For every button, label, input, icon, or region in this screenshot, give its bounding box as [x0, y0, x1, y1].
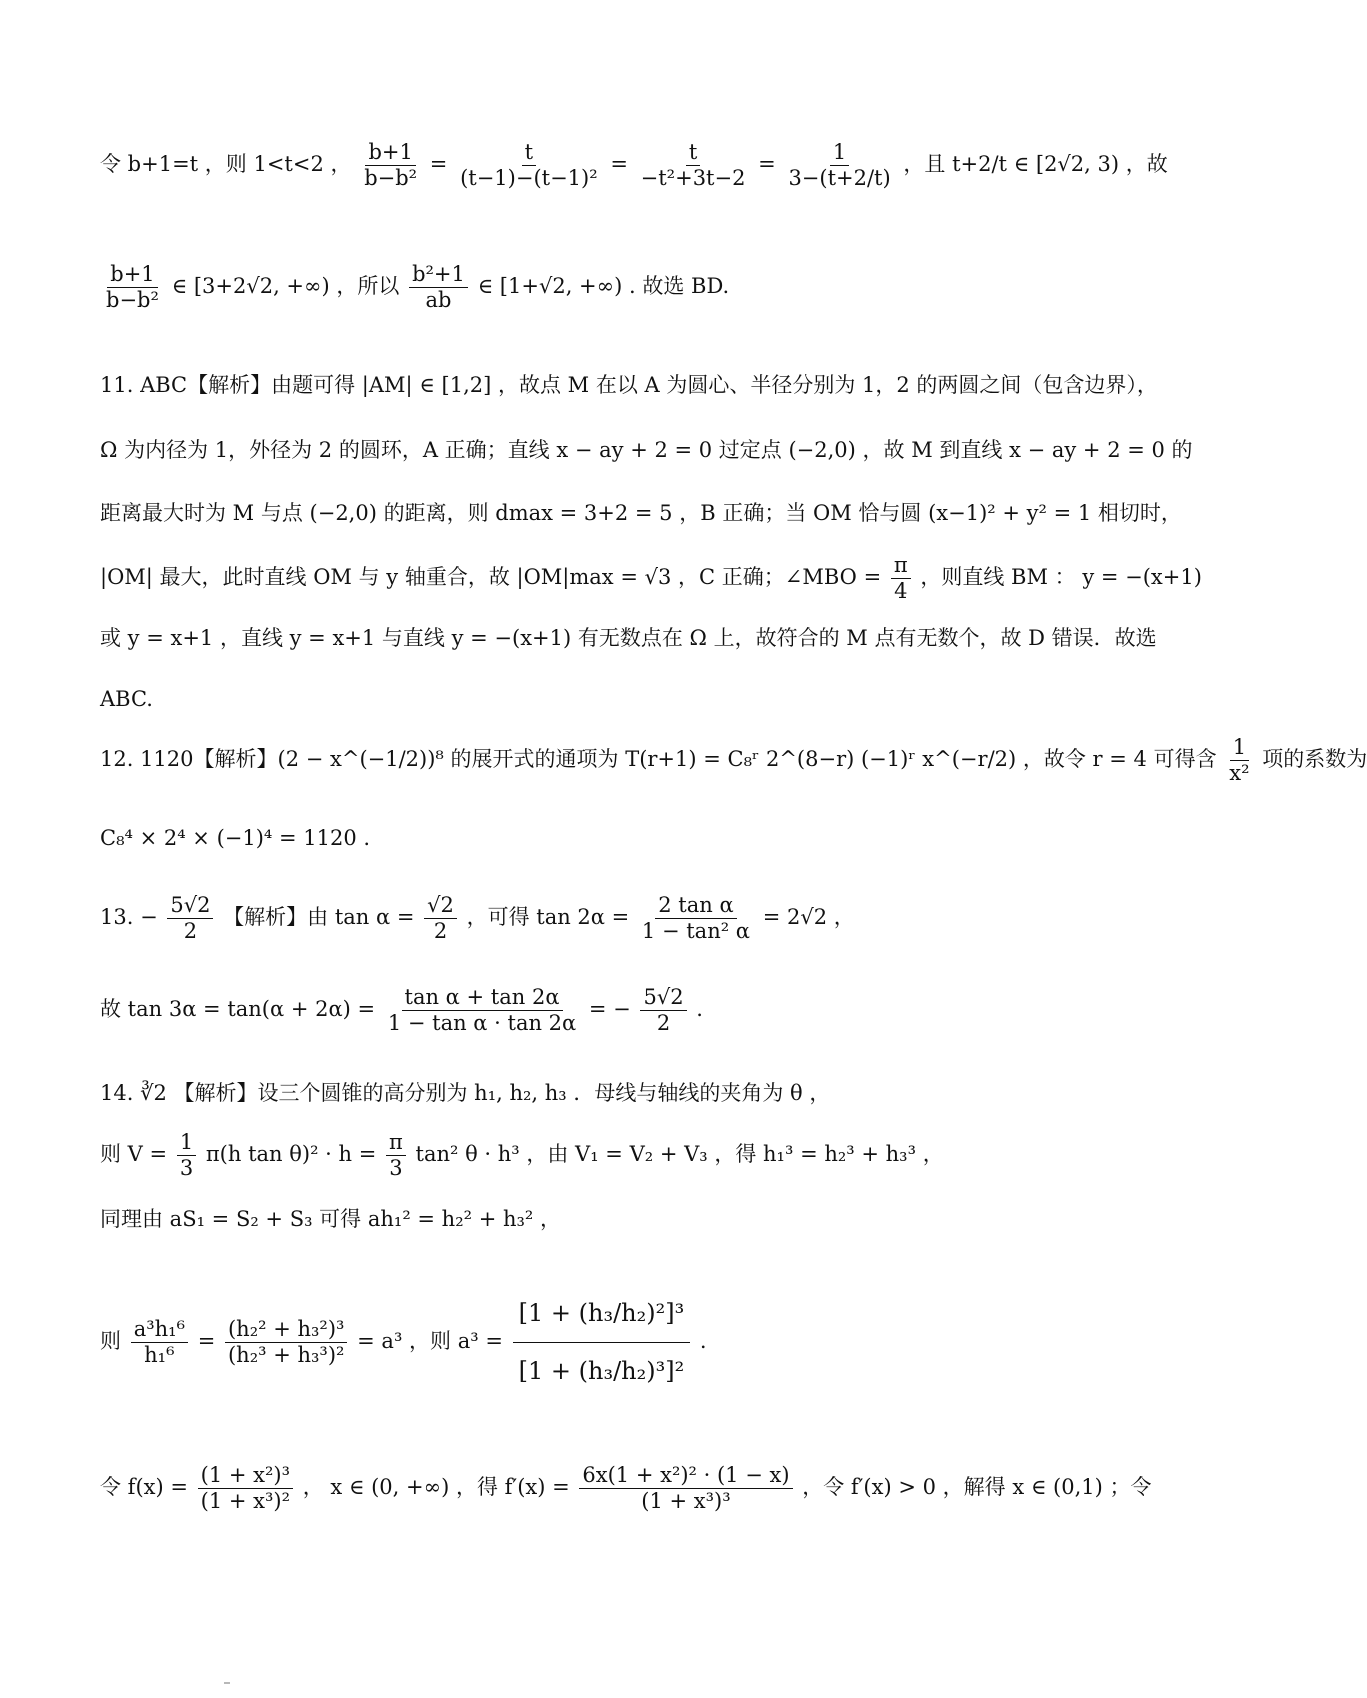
line-6	[100, 553, 1202, 604]
page-mark	[224, 1682, 230, 1684]
line-16	[100, 1285, 1120, 1400]
fraction	[385, 985, 579, 1036]
text: 故 tan 3α = tan(α + 2α) =	[100, 997, 376, 1022]
denominator: ab	[425, 288, 452, 313]
denominator: (1 + x³)³	[641, 1489, 731, 1514]
numerator: [1 + (h₃/h₂)²]³	[513, 1285, 691, 1343]
denominator: (1 + x³)²	[200, 1489, 291, 1514]
fraction	[131, 1317, 188, 1368]
line-17	[100, 1463, 1152, 1514]
line-15: 同理由 aS₁ = S₂ + S₃ 可得 ah₁² = h₂² + h₃² ，	[100, 1207, 562, 1231]
line-13: 14. ∛2 【解析】设三个圆锥的高分别为 h₁, h₂, h₃ ．母线与轴线的夹角为 θ ，	[100, 1081, 831, 1105]
numerator: √2	[424, 893, 457, 919]
denominator: x²	[1229, 761, 1250, 786]
denominator: b−b²	[364, 166, 418, 191]
text: ∈ [3+2√2, +∞) ，所以	[171, 274, 400, 299]
text: |OM| 最大，此时直线 OM 与 y 轴重合，故 |OM|max = √3 ，C 正确；∠MBO =	[100, 565, 882, 590]
denominator: (h₂³ + h₃³)²	[227, 1342, 345, 1367]
denominator: 3	[179, 1156, 194, 1181]
line-10: C₈⁴ × 2⁴ × (−1)⁴ = 1120 .	[100, 826, 371, 850]
fraction	[103, 262, 162, 313]
text: = −	[588, 997, 631, 1022]
line-5: 距离最大时为 M 与点 (−2,0) 的距离，则 dmax = 3+2 = 5 ，B 正确；当 OM 恰与圆 (x−1)² + y² = 1 相切时，	[100, 501, 1182, 525]
line-14	[100, 1130, 1120, 1181]
fraction	[225, 1317, 347, 1368]
numerator: t	[522, 140, 536, 166]
denominator: 2	[183, 919, 198, 944]
fraction	[361, 140, 420, 191]
text: 令 b+1=t ，则 1<t<2 ，	[100, 152, 352, 177]
numerator: a³h₁⁶	[131, 1317, 188, 1343]
equals: =	[197, 1328, 216, 1353]
numerator: 2 tan α	[655, 893, 736, 919]
line-7: 或 y = x+1 ，直线 y = x+1 与直线 y = −(x+1) 有无数点在 Ω 上，故符合的 M 点有无数个，故 D 错误．故选	[100, 626, 1157, 650]
text: 则	[100, 1328, 121, 1353]
equals: =	[758, 152, 776, 177]
text: 13. −	[100, 905, 158, 930]
fraction	[198, 1463, 293, 1514]
numerator: b+1	[365, 140, 415, 166]
fraction	[639, 893, 753, 944]
text: 则 V =	[100, 1142, 168, 1167]
numerator: 5√2	[640, 985, 686, 1011]
fraction	[640, 985, 686, 1036]
text: ，令 f′(x) > 0 ，解得 x ∈ (0,1) ；令	[802, 1475, 1152, 1500]
text: π(h tan θ)² · h =	[205, 1142, 377, 1167]
denominator: 1 − tan α · tan 2α	[387, 1011, 577, 1036]
fraction	[409, 262, 468, 313]
text: ，可得 tan 2α =	[466, 905, 630, 930]
numerator: π	[386, 1130, 406, 1156]
text: 令 f(x) =	[100, 1475, 188, 1500]
text: tan² θ · h³ ，由 V₁ = V₂ + V₃ ，得 h₁³ = h₂³ + h₃³ ，	[415, 1142, 944, 1167]
text: ， x ∈ (0, +∞) ，得 f′(x) =	[302, 1475, 570, 1500]
text: = a³ ，则 a³ =	[357, 1328, 503, 1353]
numerator: t	[686, 140, 700, 166]
text: 12. 1120【解析】(2 − x^(−1/2))⁸ 的展开式的通项为 T(r+1) = C₈ʳ 2^(8−r) (−1)ʳ x^(−r/2) ，故令 r = 4 可得含	[100, 747, 1217, 772]
fraction	[1226, 735, 1252, 786]
numerator: 1	[1230, 735, 1249, 761]
numerator: (1 + x²)³	[198, 1463, 293, 1489]
fraction	[579, 1463, 792, 1514]
equals: =	[610, 152, 628, 177]
equals: =	[429, 152, 448, 177]
line-12	[100, 985, 1120, 1036]
fraction	[638, 140, 749, 191]
numerator: 1	[830, 140, 849, 166]
text: 项的系数为	[1262, 747, 1367, 772]
denominator: 1 − tan² α	[641, 919, 750, 944]
fraction	[386, 1130, 406, 1181]
fraction	[424, 893, 457, 944]
line-11	[100, 893, 1120, 944]
fraction	[513, 1285, 691, 1400]
fraction	[457, 140, 601, 191]
fraction	[891, 553, 911, 604]
denominator: 2	[656, 1011, 671, 1036]
text: ，则直线 BM ： y = −(x+1)	[920, 565, 1202, 590]
line-3: 11. ABC【解析】由题可得 |AM| ∈ [1,2] ，故点 M 在以 A 为圆心、半径分别为 1，2 的两圆之间（包含边界），	[100, 373, 1158, 397]
denominator: 3−(t+2/t)	[788, 166, 891, 191]
fraction	[167, 893, 213, 944]
denominator: 4	[894, 579, 908, 604]
numerator: 6x(1 + x²)² · (1 − x)	[579, 1463, 792, 1489]
denominator: h₁⁶	[144, 1342, 175, 1367]
line-1	[100, 140, 1168, 191]
line-4: Ω 为内径为 1，外径为 2 的圆环，A 正确；直线 x − ay + 2 = 0 过定点 (−2,0) ，故 M 到直线 x − ay + 2 = 0 的	[100, 438, 1193, 462]
denominator: 2	[433, 919, 448, 944]
text: .	[696, 997, 703, 1022]
text: ∈ [1+√2, +∞) . 故选 BD.	[477, 274, 730, 299]
denominator: (t−1)−(t−1)²	[460, 166, 598, 191]
text: 【解析】由 tan α =	[223, 905, 415, 930]
numerator: b+1	[107, 262, 157, 288]
numerator: 5√2	[167, 893, 213, 919]
numerator: 1	[177, 1130, 196, 1156]
line-2	[100, 262, 1120, 313]
denominator: [1 + (h₃/h₂)³]²	[518, 1356, 685, 1385]
numerator: π	[891, 553, 911, 579]
denominator: 3	[389, 1156, 403, 1181]
numerator: (h₂² + h₃²)³	[225, 1317, 347, 1343]
text: ，且 t+2/t ∈ [2√2, 3) ，故	[903, 152, 1168, 177]
denominator: b−b²	[106, 288, 159, 313]
line-8: ABC.	[100, 687, 153, 711]
fraction	[785, 140, 893, 191]
fraction	[177, 1130, 196, 1181]
text: .	[699, 1328, 707, 1353]
numerator: tan α + tan 2α	[402, 985, 563, 1011]
line-9	[100, 735, 1367, 786]
denominator: −t²+3t−2	[640, 166, 746, 191]
numerator: b²+1	[409, 262, 468, 288]
text: = 2√2 ，	[762, 905, 855, 930]
